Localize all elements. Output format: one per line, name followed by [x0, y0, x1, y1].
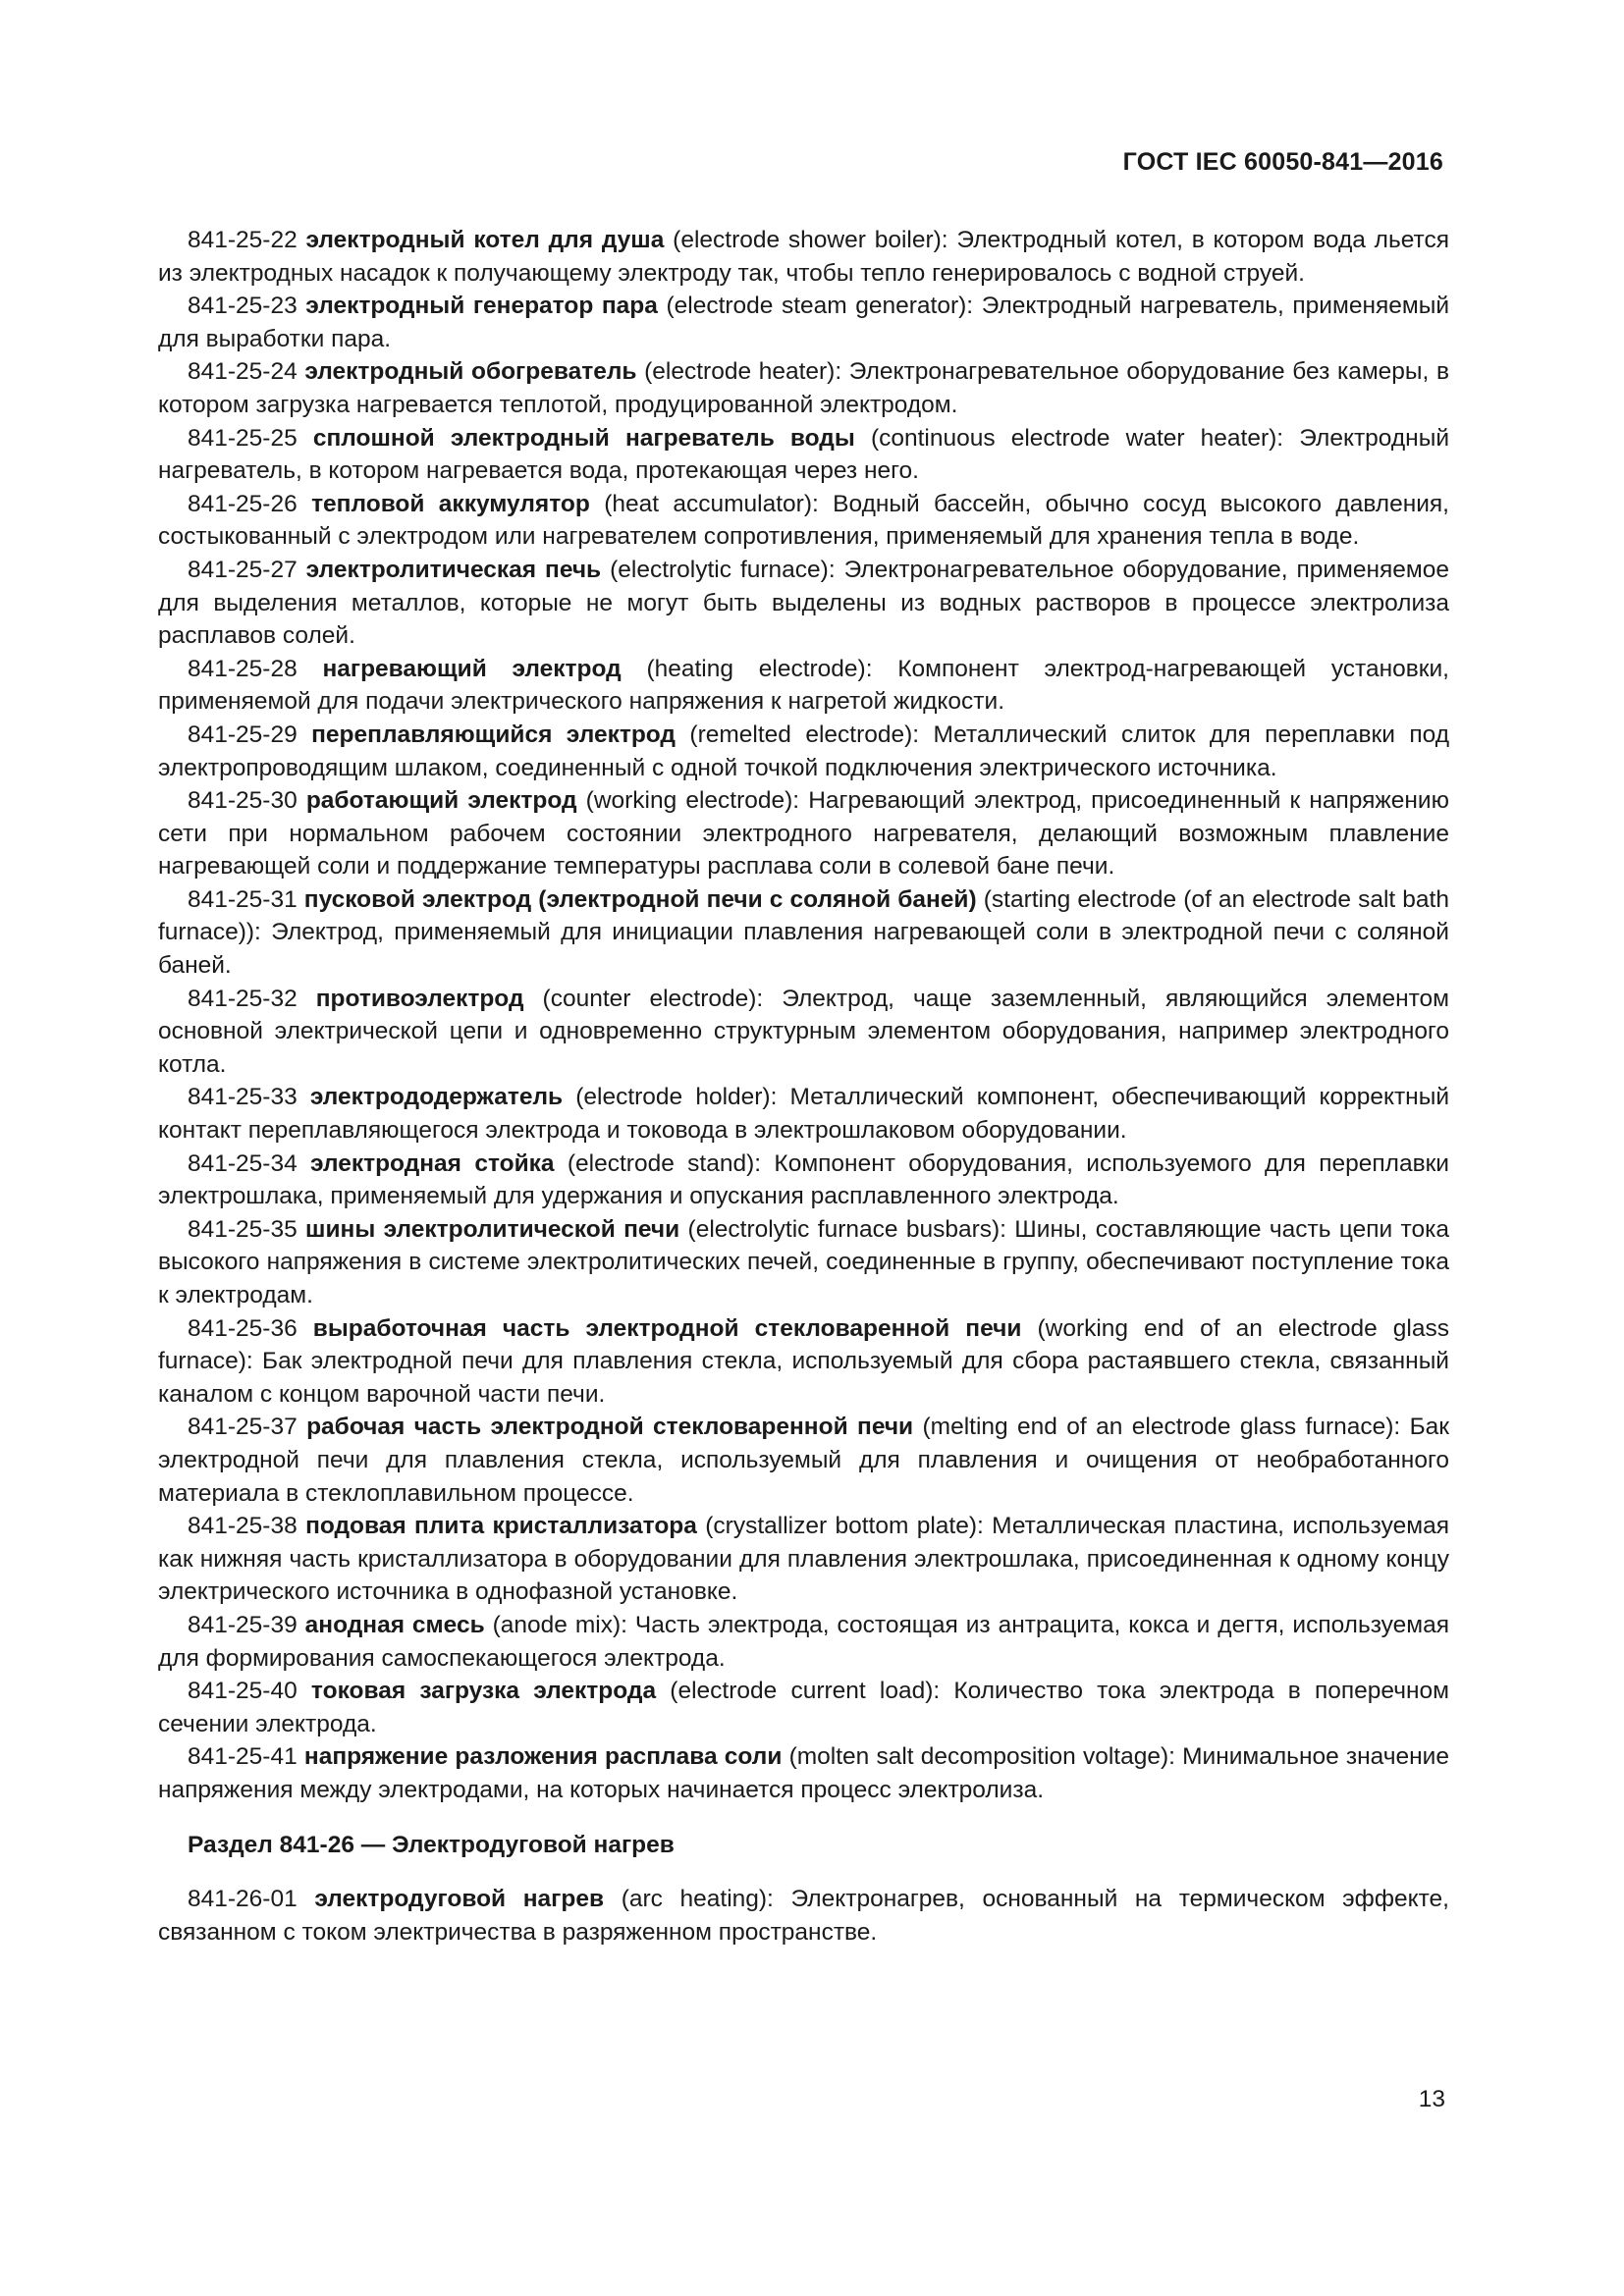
- term-definition: (electrode shower boiler): Электродный котел, в котором вода льется из электродных насадок к получающему электроду так, чтобы тепло генерировалось с водной струей.: [158, 227, 1450, 287]
- term-entry: [158, 355, 1449, 421]
- term-code: 841-25-28: [188, 655, 298, 682]
- term-entry: [158, 1510, 1449, 1609]
- term-code: 841-25-41: [188, 1743, 298, 1771]
- term-code: 841-25-32: [188, 985, 298, 1012]
- term-definition: (heating electrode): Компонент электрод-нагревающей установки, применяемой для подачи электрического напряжения к нагретой жидкости.: [158, 655, 1449, 716]
- term-entry: [158, 1411, 1449, 1510]
- term-code: 841-25-35: [188, 1215, 298, 1243]
- term-entry: [158, 883, 1449, 983]
- term-entry: [158, 719, 1449, 784]
- term-definition: (heat accumulator): Водный бассейн, обычно сосуд высокого давления, состыкованный с электродом или нагревателем сопротивления, применяемый для хранения тепла в воде.: [158, 490, 1449, 551]
- term-name: выработочная часть электродной стекловаренной печи: [312, 1314, 1022, 1342]
- term-entry: [158, 653, 1449, 719]
- term-code: 841-25-33: [188, 1084, 298, 1111]
- term-entry: [158, 1312, 1449, 1412]
- term-entry: [158, 1740, 1449, 1806]
- term-definition: (remelted electrode): Металлический слиток для переплавки под электропроводящим шлаком, соединенный с одной точкой подключения электрического источника.: [158, 721, 1449, 781]
- term-name: электродный котел для душа: [305, 227, 665, 253]
- term-entry: [158, 1675, 1449, 1740]
- term-code: 841-25-23: [188, 293, 298, 320]
- term-name: токовая загрузка электрода: [310, 1678, 657, 1705]
- term-entry: [158, 1148, 1449, 1213]
- term-code: 841-25-25: [188, 424, 298, 452]
- term-name: тепловой аккумулятор: [311, 490, 590, 517]
- term-entry: [158, 1609, 1449, 1675]
- term-definition: (electrode steam generator): Электродный нагреватель, применяемый для выработки пара.: [158, 293, 1450, 352]
- term-name: противоэлектрод: [315, 985, 524, 1012]
- term-code: 841-25-29: [188, 721, 298, 748]
- term-name: нагревающий электрод: [322, 655, 622, 682]
- term-name: электродный генератор пара: [305, 293, 658, 320]
- term-name: работающий электрод: [305, 787, 577, 815]
- term-entry: [158, 554, 1449, 653]
- term-entry: [158, 290, 1449, 355]
- term-entry: [158, 1213, 1449, 1312]
- term-definition: (electrode current load): Количество тока электрода в поперечном сечении электрода.: [158, 1678, 1450, 1737]
- standard-header: ГОСТ IEC 60050-841—2016: [1122, 148, 1443, 176]
- term-definition: (electrode stand): Компонент оборудования, используемого для переплавки электрошлака, применяемый для удержания и опускания расплавленного электрода.: [158, 1149, 1449, 1210]
- term-definition: (molten salt decomposition voltage): Минимальное значение напряжения между электродами, на которых начинается процесс электролиза.: [158, 1743, 1449, 1803]
- term-code: 841-25-27: [188, 556, 298, 583]
- term-code: 841-25-36: [188, 1314, 298, 1342]
- term-entry: [158, 1081, 1449, 1147]
- term-definition: (anode mix): Часть электрода, состоящая из антрацита, кокса и дегтя, используемая для формирования самоспекающегося электрода.: [158, 1611, 1450, 1672]
- term-definition: (working end of an electrode glass furnace): Бак электродной печи для плавления стекла, используемый для сбора растаявшего стекла, связанный каналом с концом варочной части печи.: [158, 1314, 1449, 1408]
- term-definition: (melting end of an electrode glass furnace): Бак электродной печи для плавления стекла, используемый для плавления и очищения от необработанного материала в стеклоплавильном процессе.: [158, 1414, 1449, 1507]
- term-name: переплавляющийся электрод: [311, 721, 676, 748]
- term-code: 841-25-34: [188, 1149, 298, 1177]
- term-name: рабочая часть электродной стекловаренной печи: [306, 1414, 914, 1441]
- document-body: [158, 224, 1449, 1949]
- page-number: 13: [1418, 2086, 1445, 2112]
- term-list-841-26: [158, 1883, 1449, 1949]
- term-definition: (continuous electrode water heater): Электродный нагреватель, в котором нагревается вода, протекающая через него.: [158, 424, 1450, 485]
- term-definition: (crystallizer bottom plate): Металлическая пластина, используемая как нижняя часть кристаллизатора в оборудовании для плавления электрошлака, присоединенная к одному концу электрического источника в однофазной установке.: [158, 1513, 1449, 1606]
- term-list-841-25: [158, 224, 1449, 1807]
- term-name: электродный обогреватель: [304, 358, 637, 386]
- term-code: 841-25-37: [188, 1414, 298, 1441]
- term-name: электрододержатель: [309, 1084, 564, 1111]
- term-entry: [158, 784, 1449, 883]
- term-name: электролитическая печь: [305, 556, 602, 583]
- term-definition: (starting electrode (of an electrode salt bath furnace)): Электрод, применяемый для инициации плавления нагревающей соли в электродной печи с соляной баней.: [158, 885, 1449, 980]
- term-name: электродуговой нагрев: [314, 1886, 605, 1913]
- term-definition: (electrolytic furnace): Электронагревательное оборудование, применяемое для выделения металлов, которые не могут быть выделены из водных растворов в процессе электролиза расплавов солей.: [158, 556, 1450, 650]
- term-code: 841-25-31: [188, 885, 298, 913]
- term-name: напряжение разложения расплава соли: [303, 1743, 783, 1771]
- term-name: анодная смесь: [304, 1611, 485, 1638]
- term-definition: (electrode heater): Электронагревательное оборудование без камеры, в котором загрузка нагревается теплотой, продуцированной электродом.: [158, 358, 1449, 418]
- term-definition: (electrolytic furnace busbars): Шины, составляющие часть цепи тока высокого напряжения в системе электролитических печей, соединенные в группу, обеспечивают поступление тока к электродам.: [158, 1215, 1449, 1308]
- term-name: пусковой электрод (электродной печи с соляной баней): [303, 885, 977, 913]
- term-code: 841-25-39: [188, 1611, 298, 1638]
- term-entry: [158, 224, 1449, 290]
- term-definition: (counter electrode): Электрод, чаще заземленный, являющийся элементом основной электрической цепи и одновременно структурным элементом оборудования, например электродного котла.: [158, 985, 1450, 1078]
- term-name: сплошной электродный нагреватель воды: [312, 424, 855, 452]
- section-heading: Раздел 841-26 — Электродуговой нагрев: [188, 1831, 675, 1858]
- term-entry: [158, 488, 1449, 554]
- term-name: электродная стойка: [310, 1149, 555, 1177]
- term-definition: (working electrode): Нагревающий электрод, присоединенный к напряжению сети при нормальном рабочем состоянии электродного нагревателя, делающий возможным плавление нагревающей соли и поддержание температуры расплава соли в солевой бане печи.: [158, 787, 1449, 881]
- term-code: 841-25-30: [188, 787, 298, 815]
- term-entry: [158, 1883, 1449, 1949]
- term-entry: [158, 422, 1449, 488]
- term-definition: (electrode holder): Металлический компонент, обеспечивающий корректный контакт переплавляющегося электрода и токовода в электрошлаковом оборудовании.: [158, 1084, 1450, 1145]
- term-code: 841-25-24: [188, 358, 298, 386]
- term-entry: [158, 983, 1449, 1082]
- term-code: 841-25-40: [188, 1678, 298, 1705]
- term-code: 841-25-38: [188, 1513, 298, 1540]
- term-name: подовая плита кристаллизатора: [305, 1513, 697, 1540]
- term-code: 841-25-26: [188, 490, 298, 517]
- term-definition: (arc heating): Электронагрев, основанный на термическом эффекте, связанном с током электричества в разряженном пространстве.: [158, 1886, 1449, 1946]
- term-name: шины электролитической печи: [305, 1215, 680, 1243]
- term-code: 841-25-22: [188, 227, 298, 253]
- term-code: 841-26-01: [188, 1886, 298, 1913]
